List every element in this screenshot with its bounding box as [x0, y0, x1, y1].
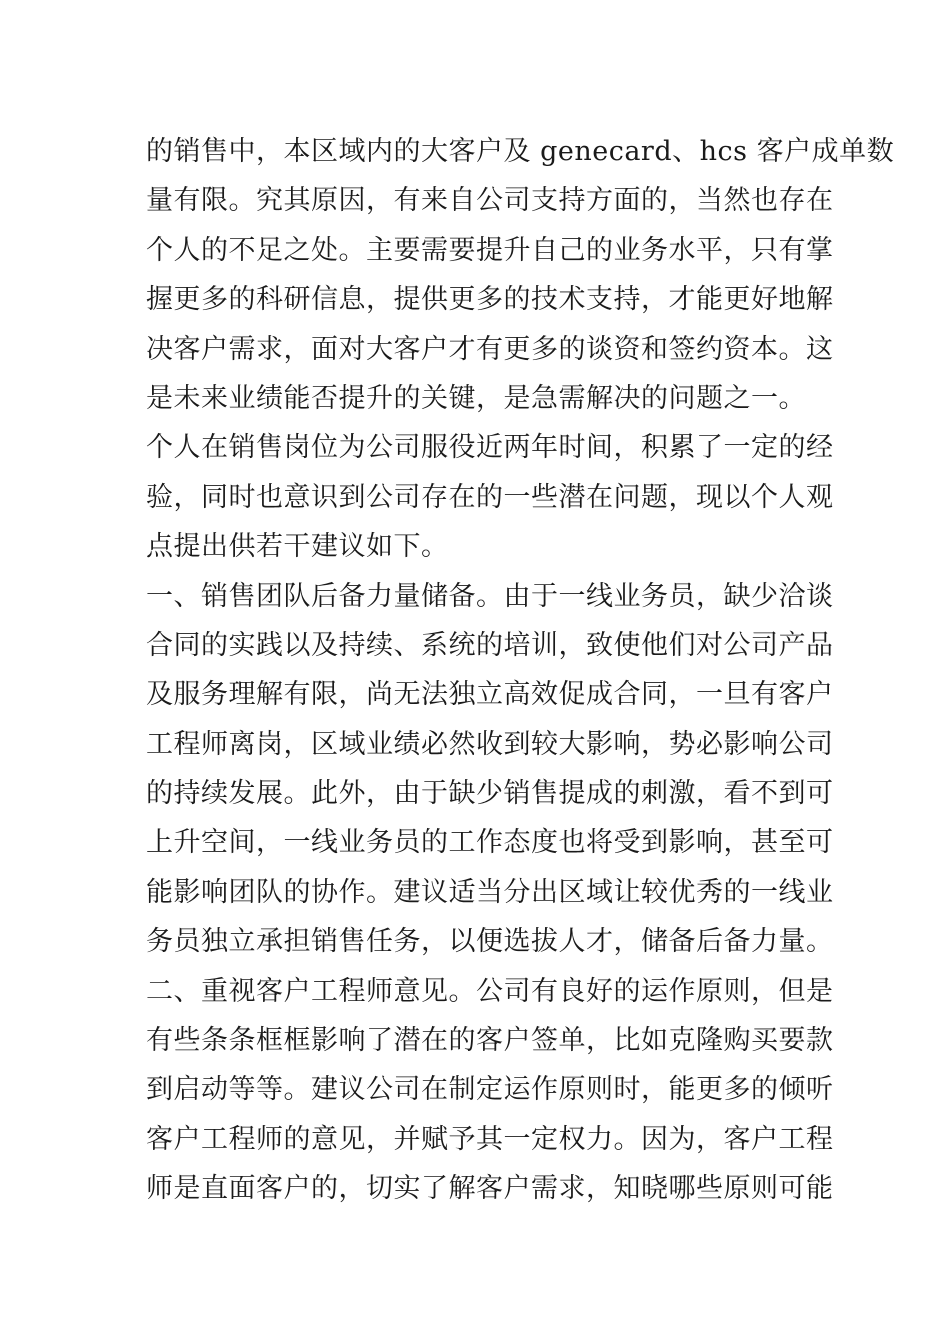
text-line: 客户工程师的意见，并赋予其一定权力。因为，客户工程: [146, 1123, 834, 1155]
text-line: 验，同时也意识到公司存在的一些潜在问题，现以个人观: [146, 481, 834, 513]
text-line: 决客户需求，面对大客户才有更多的谈资和签约资本。这: [146, 333, 834, 365]
text-line: 量有限。究其原因，有来自公司支持方面的，当然也存在: [146, 185, 834, 217]
text-line: 的销售中，本区域内的大客户及 genecard、hcs 客户成单数: [146, 136, 895, 167]
text-line: 能影响团队的协作。建议适当分出区域让较优秀的一线业: [146, 876, 834, 908]
text-line: 务员独立承担销售任务，以便选拔人才，储备后备力量。: [146, 926, 834, 958]
text-line: 握更多的科研信息，提供更多的技术支持，才能更好地解: [146, 284, 834, 316]
text-line: 是未来业绩能否提升的关键，是急需解决的问题之一。: [146, 382, 806, 414]
text-line: 一、销售团队后备力量储备。由于一线业务员，缺少洽谈: [146, 580, 834, 612]
text-line: 有些条条框框影响了潜在的客户签单，比如克隆购买要款: [146, 1025, 834, 1057]
text-line: 上升空间，一线业务员的工作态度也将受到影响，甚至可: [146, 827, 834, 859]
text-line: 到启动等等。建议公司在制定运作原则时，能更多的倾听: [146, 1074, 834, 1106]
text-line: 师是直面客户的，切实了解客户需求，知晓哪些原则可能: [146, 1173, 834, 1205]
text-line: 及服务理解有限，尚无法独立高效促成合同，一旦有客户: [146, 679, 834, 711]
text-line: 的持续发展。此外，由于缺少销售提成的刺激，看不到可: [146, 778, 834, 810]
text-line: 二、重视客户工程师意见。公司有良好的运作原则，但是: [146, 975, 834, 1007]
text-line: 工程师离岗，区域业绩必然收到较大影响，势必影响公司: [146, 728, 834, 760]
text-line: 个人在销售岗位为公司服役近两年时间，积累了一定的经: [146, 432, 834, 464]
text-line: 个人的不足之处。主要需要提升自己的业务水平，只有掌: [146, 234, 834, 266]
text-line: 点提出供若干建议如下。: [146, 531, 449, 563]
document-body: [146, 127, 895, 1214]
text-line: 合同的实践以及持续、系统的培训，致使他们对公司产品: [146, 629, 834, 661]
